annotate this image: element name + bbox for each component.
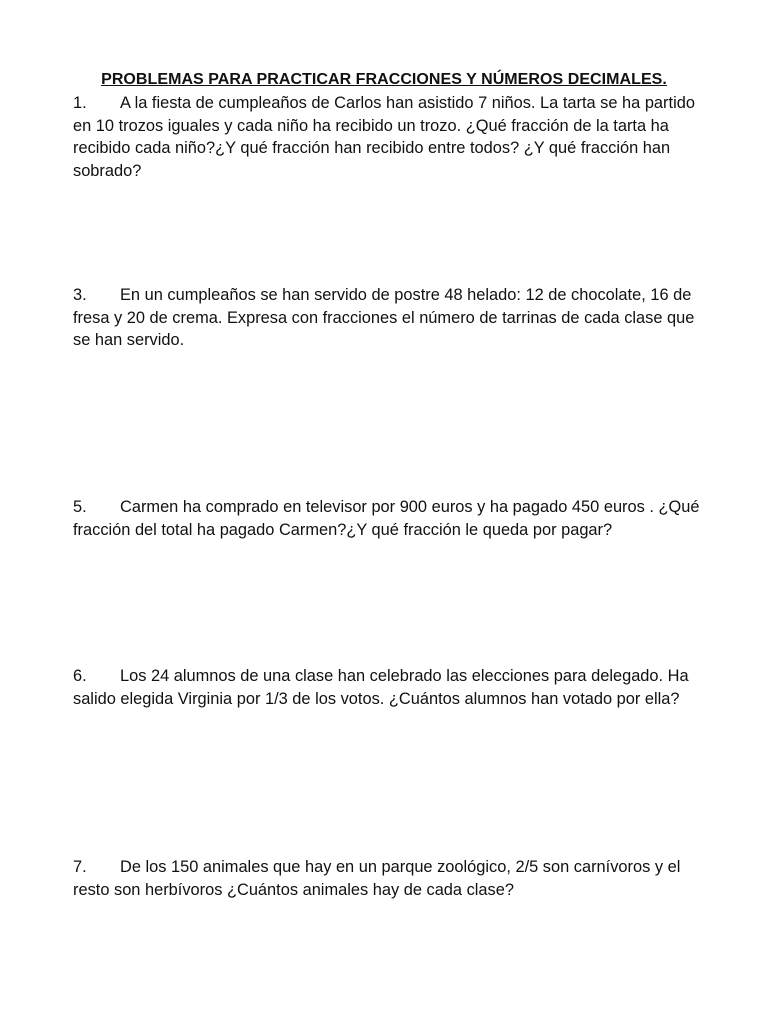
problem-3 xyxy=(73,284,701,352)
problem-text: Los 24 alumnos de una clase han celebrado las elecciones para delegado. Ha salido elegida Virginia por 1/3 de los votos. ¿Cuántos alumnos han votado por ella? xyxy=(73,667,689,708)
problem-5 xyxy=(73,496,701,541)
problem-6 xyxy=(73,665,701,710)
problem-number: 1. xyxy=(73,94,87,112)
problem-number: 5. xyxy=(73,498,87,516)
problem-number: 3. xyxy=(73,286,87,304)
problem-number: 7. xyxy=(73,858,87,876)
problem-text: De los 150 animales que hay en un parque zoológico, 2/5 son carnívoros y el resto son herbívoros ¿Cuántos animales hay de cada clase? xyxy=(73,858,681,899)
worksheet-title: PROBLEMAS PARA PRACTICAR FRACCIONES Y NÚMEROS DECIMALES. xyxy=(101,71,667,88)
problem-text: Carmen ha comprado en televisor por 900 euros y ha pagado 450 euros . ¿Qué fracción del total ha pagado Carmen?¿Y qué fracción le queda por pagar? xyxy=(73,498,700,539)
problem-7 xyxy=(73,856,701,901)
problem-text: En un cumpleaños se han servido de postre 48 helado: 12 de chocolate, 16 de fresa y 20 de crema. Expresa con fracciones el número de tarrinas de cada clase que se han servido. xyxy=(73,286,695,349)
problem-1 xyxy=(73,92,701,182)
problem-text: A la fiesta de cumpleaños de Carlos han asistido 7 niños. La tarta se ha partido en 10 trozos iguales y cada niño ha recibido un trozo. ¿Qué fracción de la tarta ha recibido cada niño?¿Y qué fracción han recibido entre todos? ¿Y qué fracción han sobrado? xyxy=(73,94,695,180)
problem-number: 6. xyxy=(73,667,87,685)
